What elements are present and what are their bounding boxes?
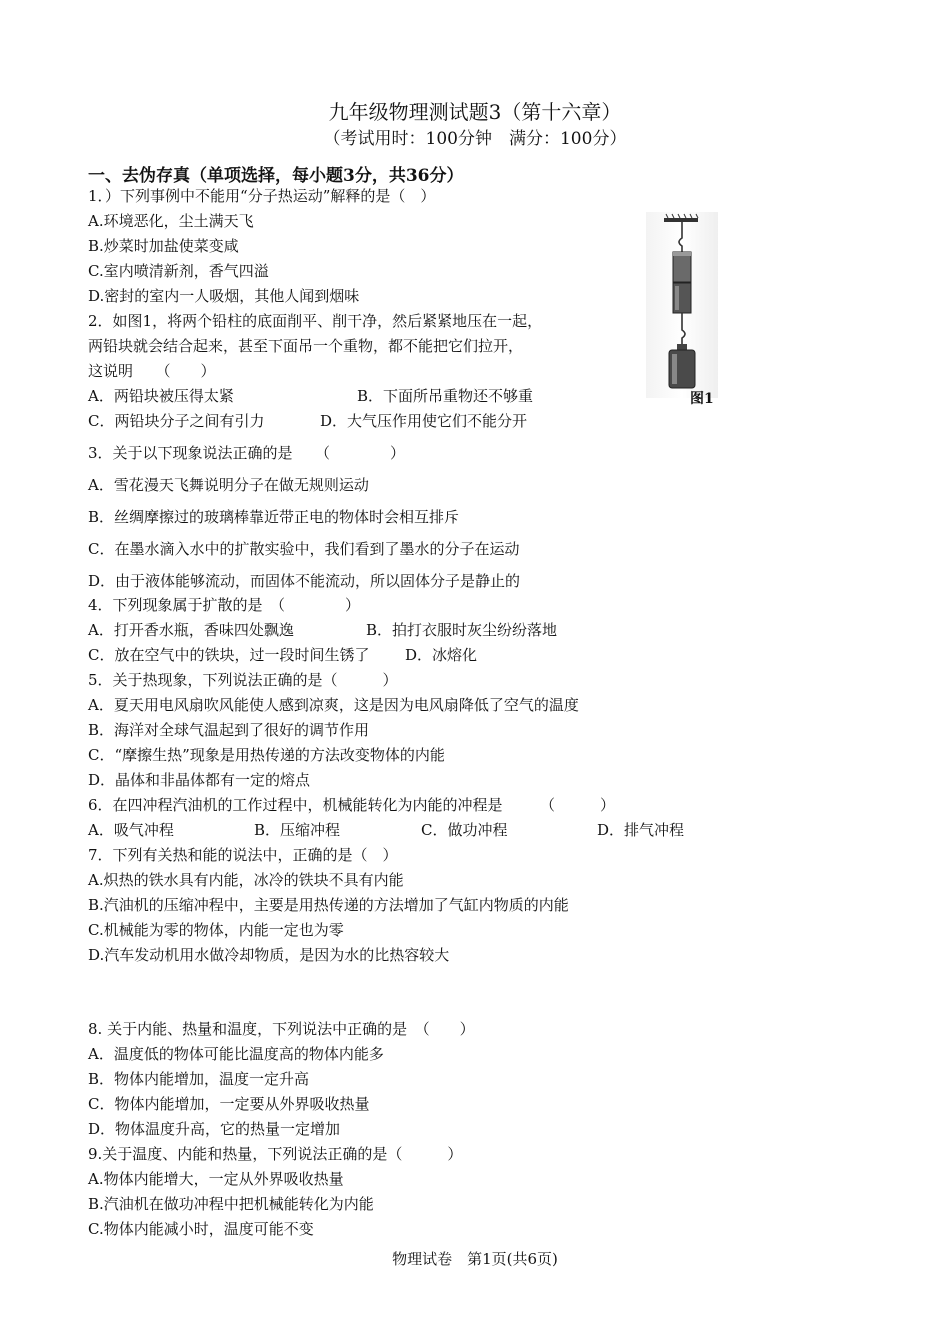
q2-option-c: C．两铅块分子之间有引力 [88,412,265,430]
page-footer: 物理试卷 第1页(共6页) [392,1250,558,1268]
q4-stem: 4．下列现象属于扩散的是 （ ） [88,596,361,614]
q6-option-d: D．排气冲程 [597,821,685,839]
q8-option-d: D．物体温度升高，它的热量一定增加 [88,1120,341,1138]
q3-stem: 3．关于以下现象说法正确的是 （ ） [88,444,406,462]
q1-stem: 1．）下列事例中不能用“分子热运动”解释的是（ ） [88,187,436,205]
q7-option-b: B.汽油机的压缩冲程中，主要是用热传递的方法增加了气缸内物质的内能 [88,896,569,914]
q2-option-a: A．两铅块被压得太紧 [88,387,234,405]
q1-option-b: B.炒菜时加盐使菜变咸 [88,237,239,255]
q1-option-d: D.密封的室内一人吸烟，其他人闻到烟味 [88,287,360,305]
q7-option-d: D.汽车发动机用水做冷却物质，是因为水的比热容较大 [88,946,450,964]
q3-option-b: B．丝绸摩擦过的玻璃棒靠近带正电的物体时会相互排斥 [88,508,460,526]
q8-stem: 8. 关于内能、热量和温度，下列说法中正确的是 （ ） [88,1020,475,1038]
q2-stem-line2: 两铅块就会结合起来，甚至下面吊一个重物，都不能把它们拉开， [88,337,524,355]
q2-option-d: D．大气压作用使它们不能分开 [320,412,528,430]
q3-option-d: D．由于液体能够流动，而固体不能流动，所以固体分子是静止的 [88,572,521,590]
q4-option-d: D．冰熔化 [405,646,478,664]
q9-option-a: A.物体内能增大，一定从外界吸收热量 [88,1170,344,1188]
q9-stem: 9.关于温度、内能和热量，下列说法正确的是（ ） [88,1145,463,1163]
q5-option-b: B．海洋对全球气温起到了很好的调节作用 [88,721,370,739]
q3-option-c: C．在墨水滴入水中的扩散实验中，我们看到了墨水的分子在运动 [88,540,520,558]
q8-option-c: C．物体内能增加，一定要从外界吸收热量 [88,1095,370,1113]
q1-option-c: C.室内喷清新剂，香气四溢 [88,262,269,280]
q5-option-a: A．夏天用电风扇吹风能使人感到凉爽，这是因为电风扇降低了空气的温度 [88,696,579,714]
q6-option-c: C．做功冲程 [421,821,508,839]
q4-option-a: A．打开香水瓶，香味四处飘逸 [88,621,294,639]
q4-option-c: C．放在空气中的铁块，过一段时间生锈了 [88,646,370,664]
q5-option-d: D．晶体和非晶体都有一定的熔点 [88,771,311,789]
q7-option-c: C.机械能为零的物体，内能一定也为零 [88,921,344,939]
q6-option-b: B．压缩冲程 [254,821,341,839]
q4-option-b: B．拍打衣服时灰尘纷纷落地 [366,621,558,639]
section-heading: 一、去伪存真（单项选择，每小题3分，共36分） [88,166,464,186]
q8-option-b: B．物体内能增加，温度一定升高 [88,1070,310,1088]
lead-cylinders-illustration [646,212,718,398]
q6-option-a: A．吸气冲程 [88,821,174,839]
q9-option-b: B.汽油机在做功冲程中把机械能转化为内能 [88,1195,374,1213]
q2-option-b: B．下面所吊重物还不够重 [357,387,534,405]
q2-stem-line1: 2．如图1，将两个铅柱的底面削平、削干净，然后紧紧地压在一起， [88,312,543,330]
q9-option-c: C.物体内能减小时，温度可能不变 [88,1220,314,1238]
q7-stem: 7．下列有关热和能的说法中，正确的是（ ） [88,846,398,864]
exam-title: 九年级物理测试题3（第十六章） [328,100,622,124]
exam-subtitle: （考试用时：100分钟 满分：100分） [323,129,627,149]
q8-option-a: A．温度低的物体可能比温度高的物体内能多 [88,1045,384,1063]
q5-option-c: C．“摩擦生热”现象是用热传递的方法改变物体的内能 [88,746,445,764]
q6-stem: 6．在四冲程汽油机的工作过程中，机械能转化为内能的冲程是 （ ） [88,796,616,814]
figure-lead-cylinders [646,212,718,398]
q3-option-a: A．雪花漫天飞舞说明分子在做无规则运动 [88,476,369,494]
figure-label: 图1 [690,391,714,407]
q5-stem: 5．关于热现象，下列说法正确的是（ ） [88,671,398,689]
q1-option-a: A.环境恶化，尘土满天飞 [88,212,254,230]
q2-stem-line3: 这说明 （ ） [88,362,216,380]
q7-option-a: A.炽热的铁水具有内能，冰冷的铁块不具有内能 [88,871,404,889]
